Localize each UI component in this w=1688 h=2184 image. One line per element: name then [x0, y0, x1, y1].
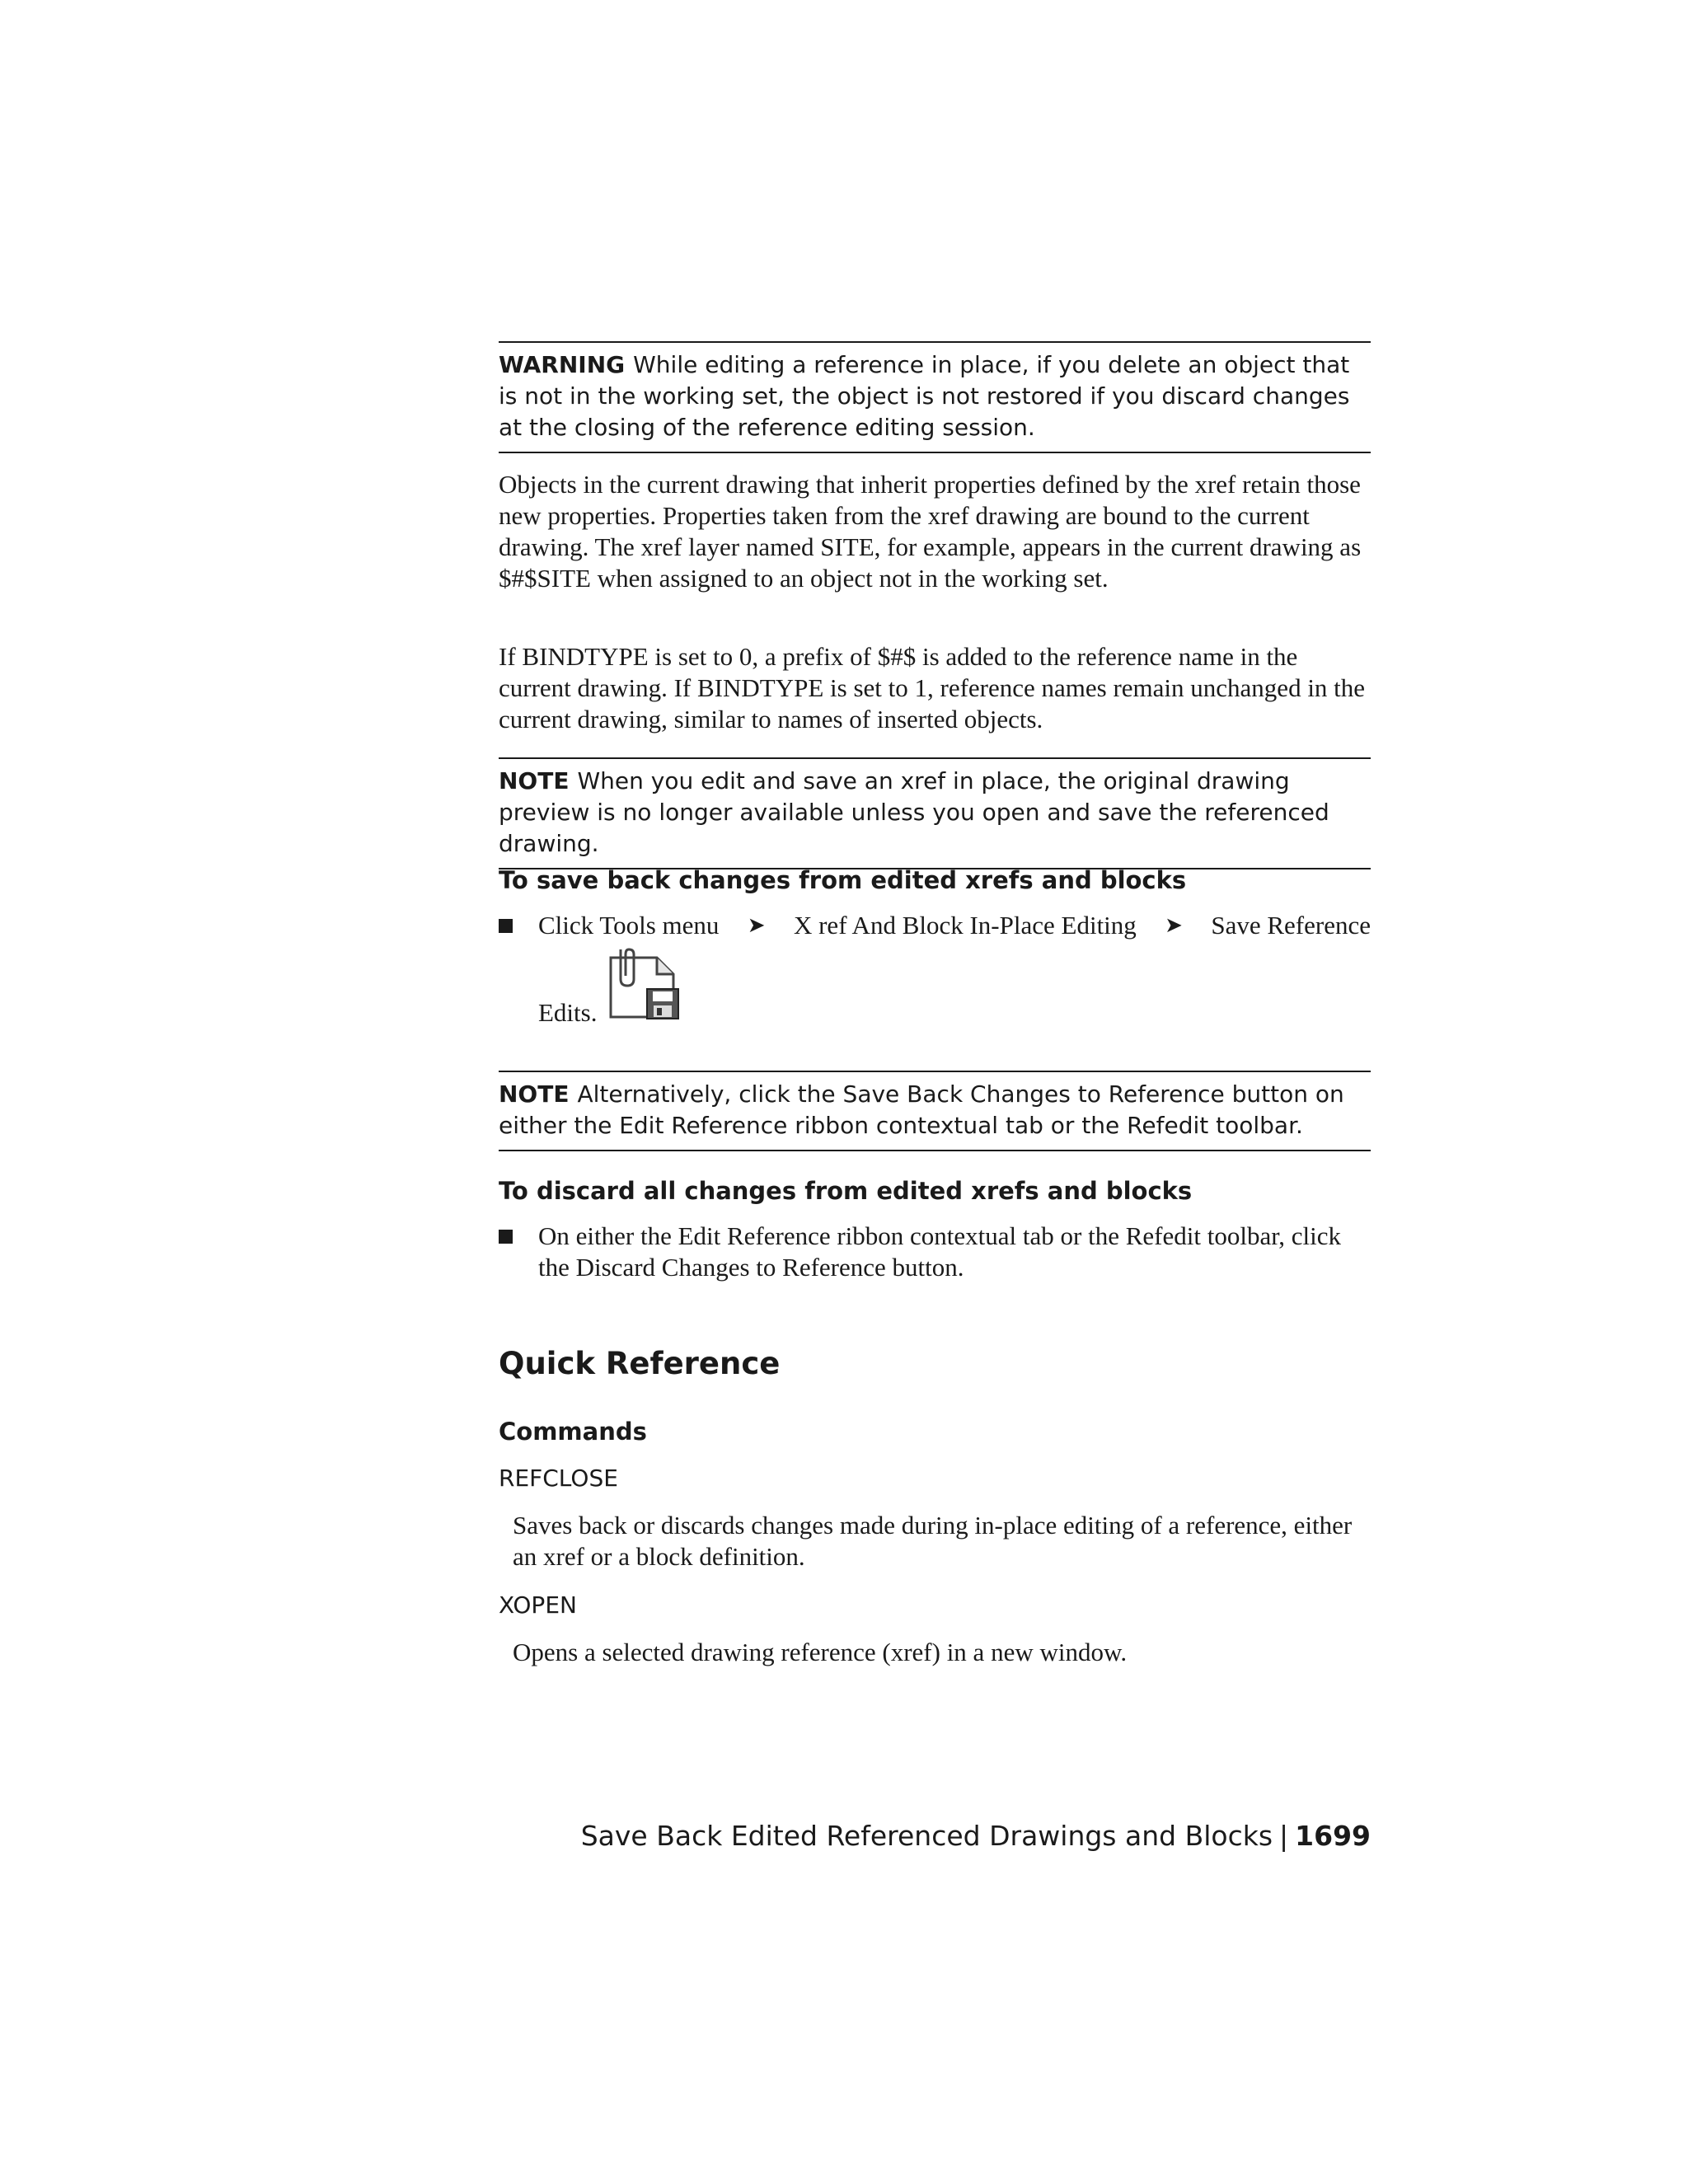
- footer-title: Save Back Edited Referenced Drawings and Blocks: [580, 1820, 1273, 1852]
- bullet-square-icon: [499, 1230, 513, 1244]
- note-text: Alternatively, click the Save Back Changes to Reference button on either the Edit Reference ribbon contextual tab or the Refedit toolbar.: [499, 1080, 1344, 1139]
- save-procedure-step: [499, 910, 1371, 1033]
- menu-path-xref-editing: X ref And Block In-Place Editing: [793, 911, 1137, 940]
- body-paragraph-bindtype: If BINDTYPE is set to 0, a prefix of $#$ is added to the reference name in the current drawing. If BINDTYPE is set to 1, reference names remain unchanged in the current drawing, similar to names of inserted objects.: [499, 642, 1366, 733]
- command-description-xopen: Opens a selected drawing reference (xref) in a new window.: [513, 1638, 1128, 1666]
- discard-procedure-step: [499, 1221, 1371, 1286]
- warning-callout: [499, 341, 1371, 453]
- arrow-icon: ➤: [1165, 913, 1183, 938]
- note-text: When you edit and save an xref in place, the original drawing preview is no longer available unless you open and save the referenced drawing.: [499, 767, 1329, 857]
- quick-reference-heading: Quick Reference: [499, 1346, 781, 1381]
- command-description-refclose: Saves back or discards changes made during in-place editing of a reference, either an xref or a block definition.: [513, 1511, 1353, 1571]
- page-number: 1699: [1295, 1820, 1371, 1852]
- command-name-xopen: XOPEN: [499, 1591, 577, 1619]
- menu-path-save-reference: Save Reference: [1211, 911, 1371, 940]
- note-callout-preview: [499, 757, 1371, 869]
- note-callout-alternative: [499, 1071, 1371, 1151]
- footer-separator: |: [1279, 1820, 1289, 1852]
- save-procedure-heading: To save back changes from edited xrefs and blocks: [499, 866, 1187, 894]
- save-reference-edits-icon: [606, 946, 685, 1025]
- note-label: NOTE: [499, 767, 570, 794]
- discard-step-text: On either the Edit Reference ribbon contextual tab or the Refedit toolbar, click the Discard Changes to Reference button.: [538, 1221, 1342, 1282]
- body-paragraph-inherit: Objects in the current drawing that inherit properties defined by the xref retain those new properties. Properties taken from the xref drawing are bound to the current drawing. The xref layer named SITE, for example, appears in the current drawing as $#$SITE when assigned to an object not in the working set.: [499, 470, 1362, 593]
- page-footer: [581, 1818, 1371, 1854]
- arrow-icon: ➤: [747, 913, 766, 938]
- command-name-refclose: REFCLOSE: [499, 1465, 618, 1492]
- bullet-square-icon: [499, 919, 513, 933]
- menu-path-tools: Click Tools menu: [538, 911, 720, 940]
- warning-label: WARNING: [499, 351, 626, 378]
- discard-procedure-heading: To discard all changes from edited xrefs and blocks: [499, 1177, 1193, 1205]
- warning-text: While editing a reference in place, if you delete an object that is not in the working set, the object is not restored if you discard changes at the closing of the reference editing session.: [499, 351, 1350, 441]
- commands-heading: Commands: [499, 1418, 647, 1446]
- menu-path-edits: Edits.: [538, 998, 598, 1027]
- note-label: NOTE: [499, 1080, 570, 1108]
